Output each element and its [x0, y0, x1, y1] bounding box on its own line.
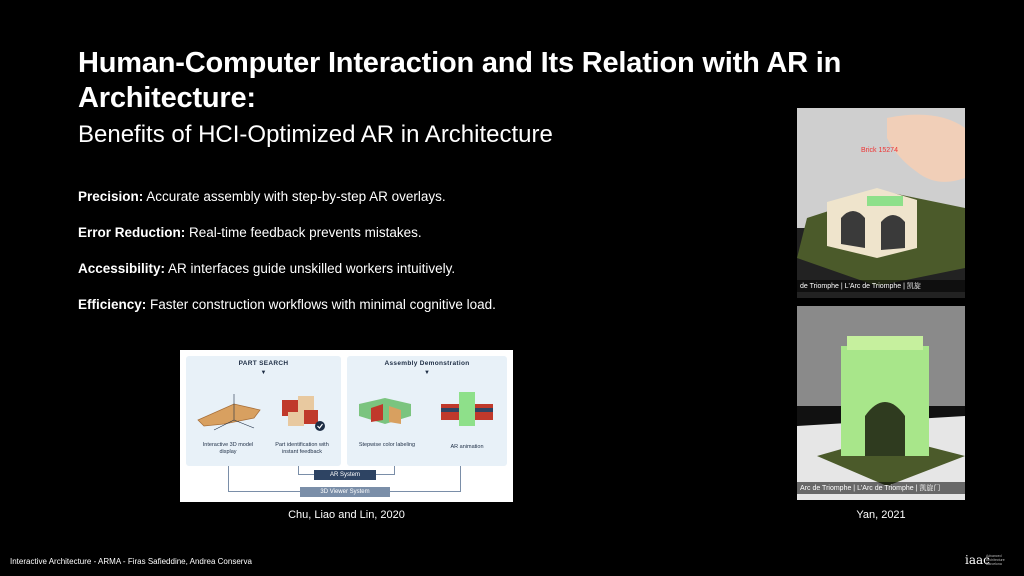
caption-part-identification: Part identification with instant feedback — [275, 442, 329, 455]
lego-arc-assembly-image — [797, 108, 965, 298]
slide-subtitle: Benefits of HCI-Optimized AR in Architecture — [78, 121, 553, 148]
connector-line — [460, 466, 461, 492]
top-photo-caption-strip: de Triomphe | L'Arc de Triomphe | 凯旋 — [797, 280, 965, 292]
assembly-demo-panel — [347, 356, 507, 466]
3d-model-illustration — [194, 390, 266, 432]
bullet-accessibility — [78, 259, 638, 279]
bottom-photo-caption-strip: Arc de Triomphe | L'Arc de Triomphe | 凯旋门 — [797, 482, 965, 494]
benefits-list — [78, 187, 638, 331]
bullet-efficiency — [78, 295, 638, 315]
diagram-citation: Chu, Liao and Lin, 2020 — [288, 509, 405, 521]
bullet-text: AR interfaces guide unskilled workers intuitively. — [165, 261, 456, 276]
connector-line — [298, 474, 314, 475]
part-identification-illustration — [274, 386, 334, 434]
color-labeling-illustration — [355, 390, 419, 432]
connector-line — [228, 466, 229, 492]
brick-ar-label: Brick 15274 — [861, 147, 898, 154]
connector-line — [376, 474, 394, 475]
connector-line — [390, 491, 460, 492]
slide-title: Human-Computer Interaction and Its Relation with AR in Architecture: — [78, 47, 842, 114]
part-search-heading: PART SEARCH — [238, 360, 289, 367]
bullet-text: Real-time feedback prevents mistakes. — [185, 225, 422, 240]
down-arrow-icon: ▼ — [424, 370, 430, 376]
viewer-system-label: 3D Viewer System — [300, 487, 390, 497]
down-arrow-icon: ▼ — [260, 370, 267, 376]
photo-citation: Yan, 2021 — [856, 509, 906, 521]
bullet-label: Accessibility: — [78, 261, 166, 276]
ar-animation-illustration — [435, 388, 499, 432]
caption-3d-model: Interactive 3D model display — [202, 442, 254, 455]
connector-line — [394, 466, 395, 475]
arc-triomphe-photo-top — [797, 108, 965, 298]
assembly-demo-heading: Assembly Demonstration — [384, 360, 470, 367]
bullet-precision — [78, 187, 638, 207]
caption-color-labeling: Stepwise color labeling — [358, 442, 416, 448]
caption-ar-animation: AR animation — [450, 444, 484, 450]
bullet-text: Faster construction workflows with minimal cognitive load. — [146, 297, 496, 312]
connector-line — [228, 491, 300, 492]
iaac-logo: iaac — [965, 553, 990, 567]
bullet-label: Efficiency: — [78, 297, 147, 312]
iaac-logo-subtitle: Advanced Architecture Barcelona — [986, 554, 1005, 566]
bullet-label: Precision: — [78, 189, 144, 204]
arc-triomphe-photo-bottom — [797, 306, 965, 500]
part-search-panel — [186, 356, 341, 466]
bullet-error-reduction — [78, 223, 638, 243]
ar-system-diagram — [180, 350, 513, 502]
footer-credits: Interactive Architecture - ARMA - Firas Safieddine, Andrea Conserva — [10, 557, 252, 566]
lego-arc-ar-image — [797, 306, 965, 500]
ar-system-label: AR System — [314, 470, 376, 480]
bullet-text: Accurate assembly with step-by-step AR overlays. — [143, 189, 446, 204]
bullet-label: Error Reduction: — [78, 225, 186, 240]
